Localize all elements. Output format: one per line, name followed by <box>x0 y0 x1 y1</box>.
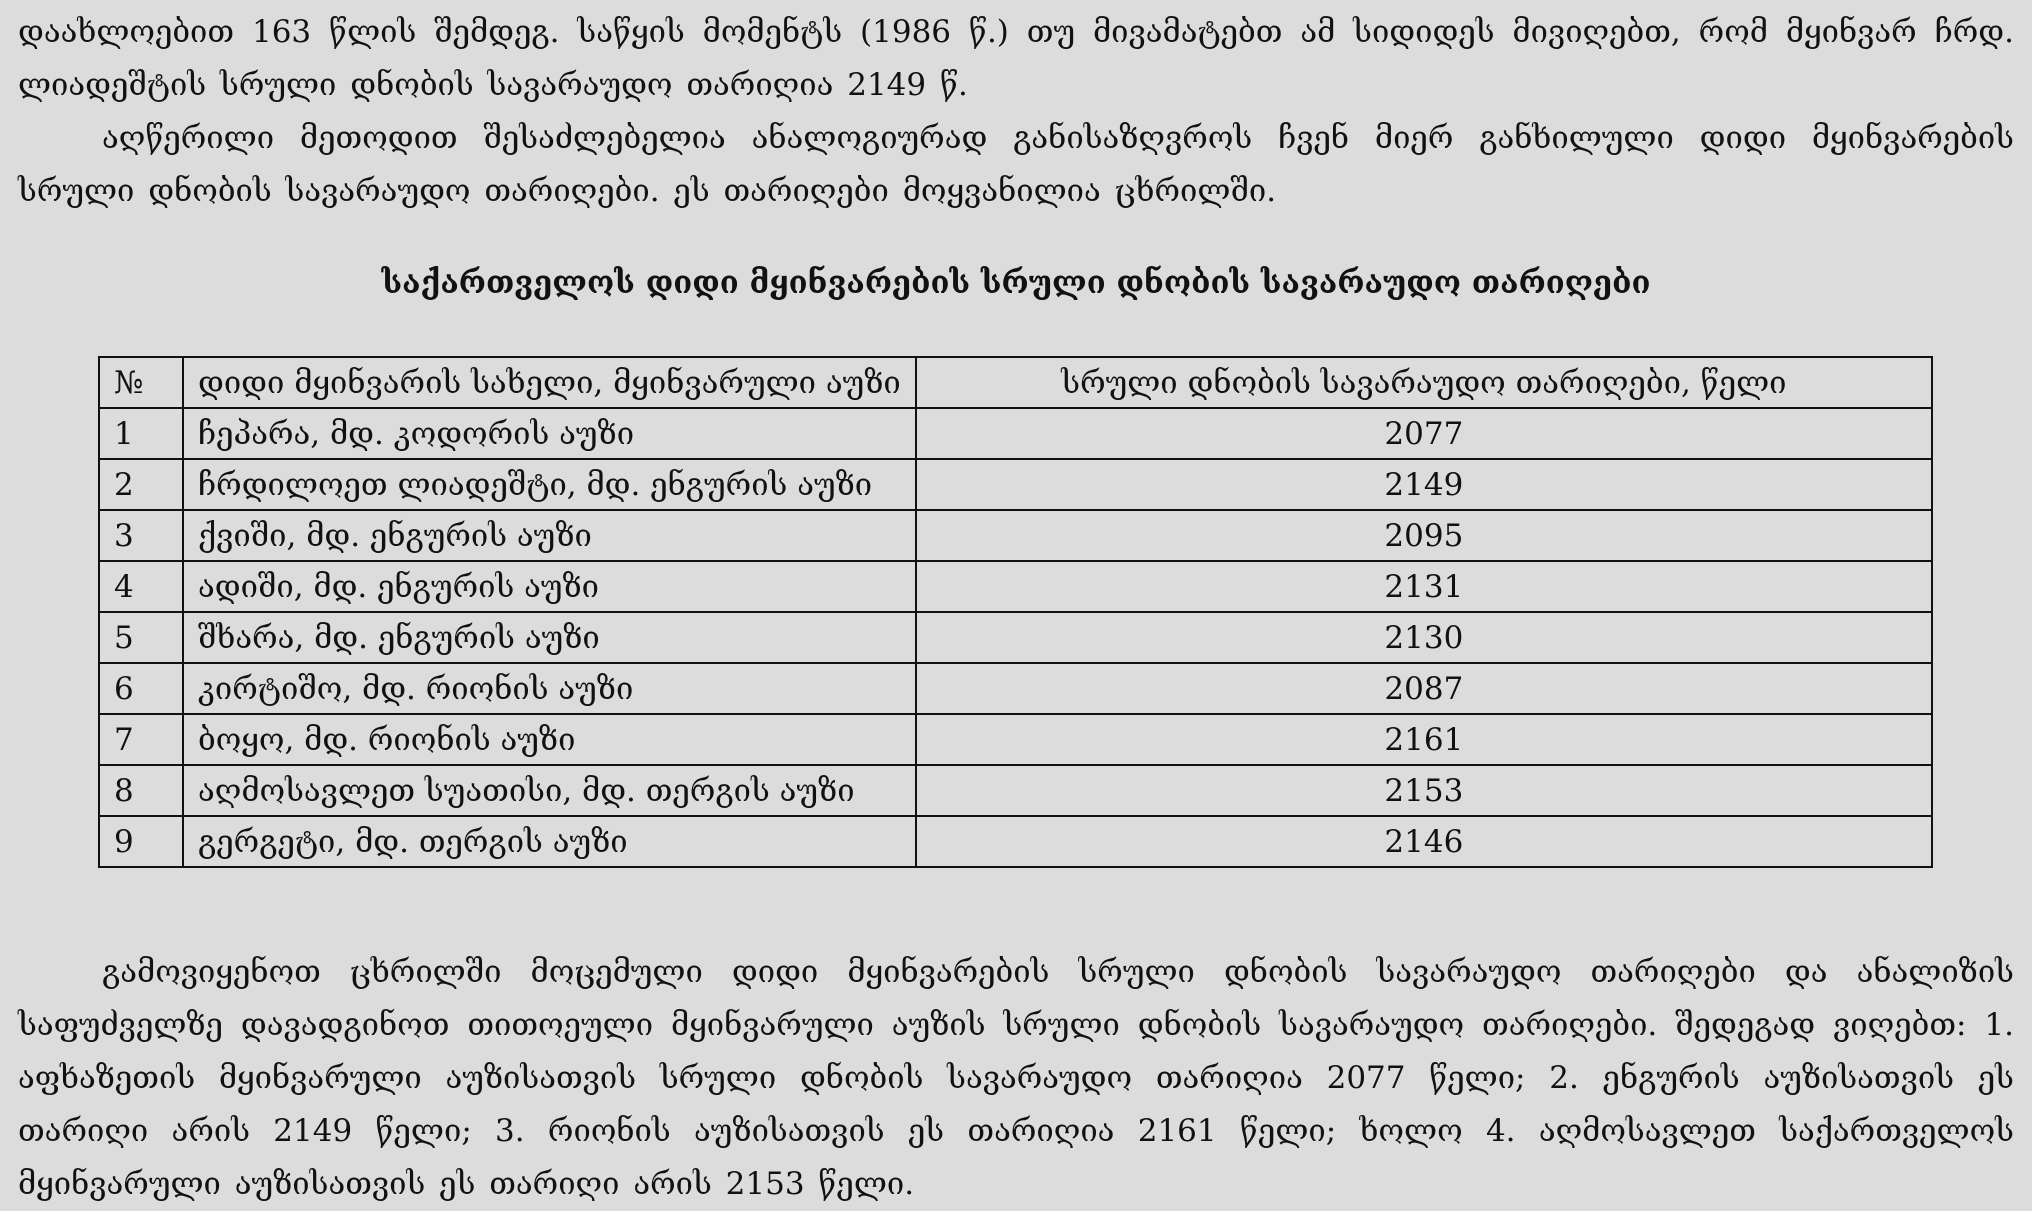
table-row <box>99 561 1932 612</box>
intro-paragraph-1: დაახლოებით 163 წლის შემდეგ. საწყის მომენტს (1986 წ.) თუ მივამატებთ ამ სიდიდეს მივიღებთ, რომ მყინვარ ჩრდ. ლიადეშტის სრული დნობის სავარაუდო თარიღია 2149 წ. <box>18 14 2014 103</box>
row-number: 1 <box>99 408 183 459</box>
header-melting-date: სრული დნობის სავარაუდო თარიღები, წელი <box>916 357 1932 408</box>
table-row <box>99 663 1932 714</box>
table-row <box>99 714 1932 765</box>
row-melting-year: 2146 <box>916 816 1932 867</box>
table-row <box>99 408 1932 459</box>
row-number: 7 <box>99 714 183 765</box>
row-glacier-name: ბოყო, მდ. რიონის აუზი <box>183 714 916 765</box>
row-glacier-name: ჩეპარა, მდ. კოდორის აუზი <box>183 408 916 459</box>
row-glacier-name: კირტიშო, მდ. რიონის აუზი <box>183 663 916 714</box>
row-number: 9 <box>99 816 183 867</box>
row-melting-year: 2095 <box>916 510 1932 561</box>
row-melting-year: 2087 <box>916 663 1932 714</box>
row-glacier-name: ადიში, მდ. ენგურის აუზი <box>183 561 916 612</box>
row-number: 4 <box>99 561 183 612</box>
row-melting-year: 2077 <box>916 408 1932 459</box>
row-glacier-name: აღმოსავლეთ სუათისი, მდ. თერგის აუზი <box>183 765 916 816</box>
row-glacier-name: შხარა, მდ. ენგურის აუზი <box>183 612 916 663</box>
row-number: 6 <box>99 663 183 714</box>
row-melting-year: 2161 <box>916 714 1932 765</box>
row-number: 2 <box>99 459 183 510</box>
row-melting-year: 2130 <box>916 612 1932 663</box>
row-glacier-name: ჩრდილოეთ ლიადეშტი, მდ. ენგურის აუზი <box>183 459 916 510</box>
row-melting-year: 2149 <box>916 459 1932 510</box>
row-glacier-name: გერგეტი, მდ. თერგის აუზი <box>183 816 916 867</box>
table-row <box>99 612 1932 663</box>
header-number: № <box>99 357 183 408</box>
row-melting-year: 2153 <box>916 765 1932 816</box>
table-row <box>99 765 1932 816</box>
row-number: 3 <box>99 510 183 561</box>
conclusion-paragraph: გამოვიყენოთ ცხრილში მოცემული დიდი მყინვარების სრული დნობის სავარაუდო თარიღები და ანალიზის საფუძველზე დავადგინოთ თითოეული მყინვარული აუზის სრული დნობის სავარაუდო თარიღები. შედეგად ვიღებთ: 1. აფხაზეთის მყინვარული აუზისათვის სრული დნობის სავარაუდო თარიღია 2077 წელი; 2. ენგურის აუზისათვის ეს თარიღი არის 2149 წელი; 3. რიონის აუზისათვის ეს თარიღია 2161 წელი; ხოლო 4. აღმოსავლეთ საქართველოს მყინვარული აუზისათვის ეს თარიღი არის 2153 წელი. <box>18 954 2014 1202</box>
header-glacier-name: დიდი მყინვარის სახელი, მყინვარული აუზი <box>183 357 916 408</box>
glacier-table <box>98 356 1933 868</box>
table-title: საქართველოს დიდი მყინვარების სრული დნობის სავარაუდო თარიღები <box>381 265 1651 301</box>
table-header-row <box>99 357 1932 408</box>
intro-paragraph-2: აღწერილი მეთოდით შესაძლებელია ანალოგიურად განისაზღვროს ჩვენ მიერ განხილული დიდი მყინვარების სრული დნობის სავარაუდო თარიღები. ეს თარიღები მოყვანილია ცხრილში. <box>18 120 2014 209</box>
row-glacier-name: ქვიში, მდ. ენგურის აუზი <box>183 510 916 561</box>
table-row <box>99 510 1932 561</box>
table-row <box>99 816 1932 867</box>
table-row <box>99 459 1932 510</box>
row-number: 8 <box>99 765 183 816</box>
row-melting-year: 2131 <box>916 561 1932 612</box>
row-number: 5 <box>99 612 183 663</box>
